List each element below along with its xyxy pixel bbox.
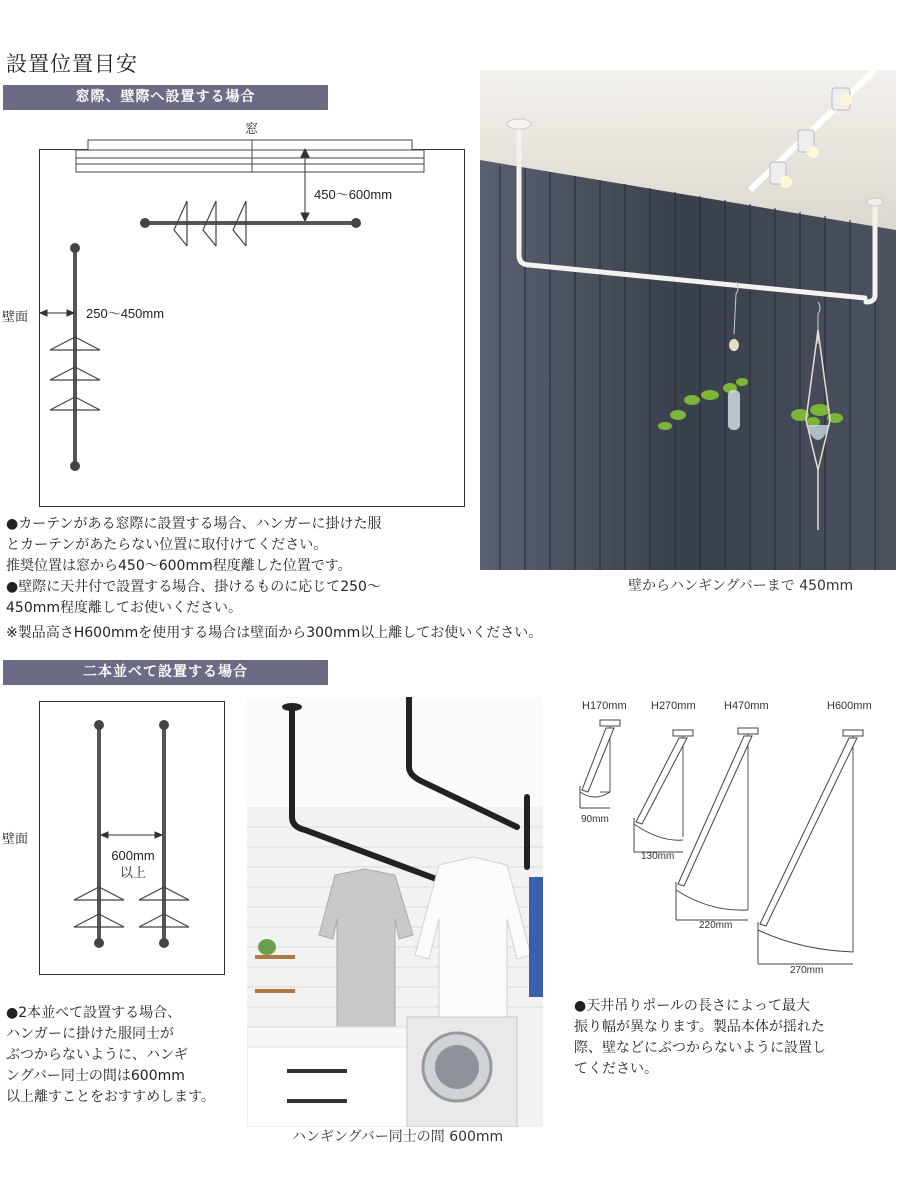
note-line: とカーテンがあたらない位置に取付けてください。 xyxy=(6,537,328,553)
room-outline xyxy=(40,150,465,507)
note-line: ●2本並べて設置する場合、 xyxy=(6,1005,182,1021)
ceiling-bar-illustration xyxy=(480,70,896,570)
laundry-photo xyxy=(247,697,543,1127)
hanger-icon xyxy=(74,887,189,927)
bar-end-dot xyxy=(70,461,80,471)
page-title: 設置位置目安 xyxy=(6,52,138,76)
wall-distance-arrow xyxy=(40,310,74,316)
note-line: ●カーテンがある窓際に設置する場合、ハンガーに掛けた服 xyxy=(6,516,382,532)
wall-label: 壁面 xyxy=(2,309,29,324)
section2-notes xyxy=(6,1003,246,1108)
section2-photo-caption: ハンギングバー同士の間 600mm xyxy=(292,1129,504,1145)
note-line: 振り幅が異なります。製品本体が揺れた xyxy=(574,1019,825,1035)
room-outline xyxy=(40,702,225,975)
window-distance-label: 450〜600mm xyxy=(314,187,393,202)
height-label: H600mm xyxy=(827,700,872,712)
section-band-window-wall: 窓際、壁際へ設置する場合 xyxy=(3,85,328,110)
height-label: H270mm xyxy=(651,700,696,712)
window-wall-diagram xyxy=(0,0,470,510)
note-line: ングバー同士の間は600mm xyxy=(6,1068,185,1084)
width-label: 130mm xyxy=(641,851,675,862)
section1-photo-caption: 壁からハンギングバーまで 450mm xyxy=(628,578,854,594)
spacing-arrow xyxy=(101,832,162,838)
spacing-label-line: 600mm xyxy=(111,848,155,863)
bar-end-dot xyxy=(70,243,80,253)
swing-notes xyxy=(574,996,894,1080)
swing-diagram xyxy=(570,712,896,977)
section1-notes xyxy=(6,514,476,619)
wall-distance-label: 250〜450mm xyxy=(86,306,165,321)
bar-end-dot xyxy=(351,218,361,228)
laundry-illustration xyxy=(247,697,543,1127)
ceiling-bar-photo xyxy=(480,70,896,570)
width-label: 270mm xyxy=(790,965,824,976)
note-line: てください。 xyxy=(574,1061,658,1077)
note-line: ●壁際に天井付で設置する場合、掛けるものに応じて250〜 xyxy=(6,579,381,595)
height-label: H470mm xyxy=(724,700,769,712)
note-line: ぶつからないように、ハンギ xyxy=(6,1047,188,1063)
note-line: 以上離すことをおすすめします。 xyxy=(6,1089,216,1105)
note-line: ハンガーに掛けた服同士が xyxy=(6,1026,174,1042)
note-line: 推奨位置は窓から450〜600mm程度離した位置です。 xyxy=(6,558,352,574)
two-bars-diagram xyxy=(0,690,240,980)
wall-label-two-bars: 壁面 xyxy=(2,831,29,846)
section-band-two-bars: 二本並べて設置する場合 xyxy=(3,660,328,685)
window-label: 窓 xyxy=(245,121,259,136)
window-rails-icon xyxy=(76,140,424,172)
height-label: H170mm xyxy=(582,700,627,712)
spacing-label xyxy=(105,847,161,881)
note-line: ●天井吊りポールの長さによって最大 xyxy=(574,998,810,1014)
note-line: 際、壁などにぶつからないように設置し xyxy=(574,1040,826,1056)
spacing-label-line: 以上 xyxy=(119,865,146,880)
note-line: 450mm程度離してお使いください。 xyxy=(6,600,242,616)
section1-warning: ※製品高さH600mmを使用する場合は壁面から300mm以上離してお使いください。 xyxy=(6,625,543,641)
width-label: 90mm xyxy=(581,814,609,825)
width-label: 220mm xyxy=(699,920,733,931)
bar-end-dot xyxy=(140,218,150,228)
